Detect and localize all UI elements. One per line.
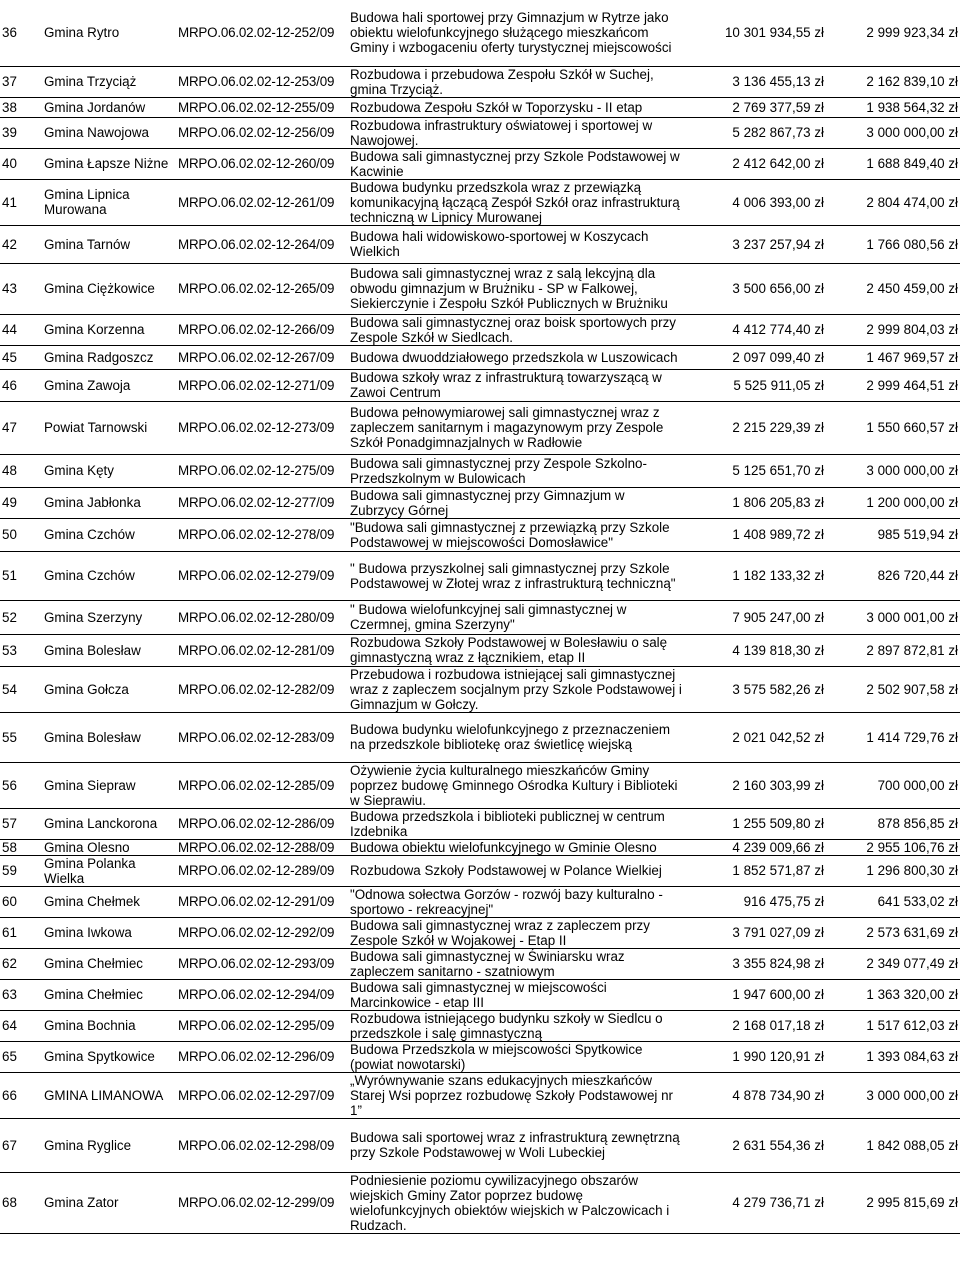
- table-row: [0, 225, 960, 263]
- table-row: [0, 917, 960, 948]
- municipality-name: Gmina Korzenna: [42, 314, 176, 345]
- municipality-name: Gmina Siepraw: [42, 762, 176, 808]
- application-number: MRPO.06.02.02-12-282/09: [176, 666, 348, 712]
- total-cost-value: 5 525 911,05 zł: [684, 369, 826, 401]
- application-number: MRPO.06.02.02-12-264/09: [176, 225, 348, 263]
- project-title: Rozbudowa istniejącego budynku szkoły w Siedlcu o przedszkole i salę gimnastyczną: [348, 1010, 684, 1041]
- municipality-name: Gmina Zator: [42, 1172, 176, 1233]
- total-cost-value: 3 575 582,26 zł: [684, 666, 826, 712]
- total-cost-value: 4 239 009,66 zł: [684, 839, 826, 855]
- municipality-name: Gmina Łapsze Niżne: [42, 148, 176, 179]
- municipality-name: Gmina Bochnia: [42, 1010, 176, 1041]
- municipality-name: Gmina Olesno: [42, 839, 176, 855]
- project-title: Budowa hali widowiskowo-sportowej w Koszycach Wielkich: [348, 225, 684, 263]
- total-cost-value: 3 136 455,13 zł: [684, 66, 826, 97]
- row-number: 56: [0, 762, 42, 808]
- co-financing-value: 2 999 464,51 zł: [826, 369, 960, 401]
- total-cost-value: 5 125 651,70 zł: [684, 454, 826, 487]
- co-financing-value: 1 550 660,57 zł: [826, 401, 960, 454]
- total-cost-value: 4 006 393,00 zł: [684, 179, 826, 225]
- total-cost-value: 3 791 027,09 zł: [684, 917, 826, 948]
- project-title: Budowa dwuoddziałowego przedszkola w Luszowicach: [348, 345, 684, 369]
- co-financing-value: 2 349 077,49 zł: [826, 948, 960, 979]
- municipality-name: Gmina Lipnica Murowana: [42, 179, 176, 225]
- application-number: MRPO.06.02.02-12-277/09: [176, 487, 348, 518]
- table-row: [0, 518, 960, 551]
- co-financing-value: 2 450 459,00 zł: [826, 263, 960, 314]
- application-number: MRPO.06.02.02-12-293/09: [176, 948, 348, 979]
- table-row: [0, 886, 960, 917]
- project-title: Budowa sali gimnastycznej w Świniarsku wraz zapleczem sanitarno - szatniowym: [348, 948, 684, 979]
- municipality-name: Gmina Ciężkowice: [42, 263, 176, 314]
- table-row: [0, 1010, 960, 1041]
- municipality-name: Gmina Chełmek: [42, 886, 176, 917]
- municipality-name: Gmina Szerzyny: [42, 600, 176, 634]
- row-number: 60: [0, 886, 42, 917]
- total-cost-value: 10 301 934,55 zł: [684, 0, 826, 66]
- municipality-name: Gmina Kęty: [42, 454, 176, 487]
- co-financing-value: 1 200 000,00 zł: [826, 487, 960, 518]
- municipality-name: Gmina Jordanów: [42, 97, 176, 117]
- table-row: [0, 600, 960, 634]
- total-cost-value: 3 355 824,98 zł: [684, 948, 826, 979]
- application-number: MRPO.06.02.02-12-267/09: [176, 345, 348, 369]
- row-number: 57: [0, 808, 42, 839]
- co-financing-value: 2 502 907,58 zł: [826, 666, 960, 712]
- table-row: [0, 948, 960, 979]
- co-financing-value: 2 804 474,00 zł: [826, 179, 960, 225]
- municipality-name: Gmina Rytro: [42, 0, 176, 66]
- row-number: 41: [0, 179, 42, 225]
- municipality-name: Gmina Radgoszcz: [42, 345, 176, 369]
- co-financing-value: 1 842 088,05 zł: [826, 1118, 960, 1172]
- application-number: MRPO.06.02.02-12-294/09: [176, 979, 348, 1010]
- project-title: Budowa sali gimnastycznej przy Gimnazjum w Zubrzycy Górnej: [348, 487, 684, 518]
- row-number: 65: [0, 1041, 42, 1072]
- table-row: [0, 487, 960, 518]
- municipality-name: Gmina Nawojowa: [42, 117, 176, 148]
- co-financing-value: 1 414 729,76 zł: [826, 712, 960, 762]
- application-number: MRPO.06.02.02-12-253/09: [176, 66, 348, 97]
- application-number: MRPO.06.02.02-12-252/09: [176, 0, 348, 66]
- table-row: [0, 401, 960, 454]
- application-number: MRPO.06.02.02-12-288/09: [176, 839, 348, 855]
- application-number: MRPO.06.02.02-12-279/09: [176, 551, 348, 600]
- total-cost-value: 1 806 205,83 zł: [684, 487, 826, 518]
- co-financing-value: 3 000 000,00 zł: [826, 117, 960, 148]
- row-number: 67: [0, 1118, 42, 1172]
- row-number: 49: [0, 487, 42, 518]
- co-financing-value: 2 573 631,69 zł: [826, 917, 960, 948]
- application-number: MRPO.06.02.02-12-265/09: [176, 263, 348, 314]
- total-cost-value: 1 947 600,00 zł: [684, 979, 826, 1010]
- table-row: [0, 1118, 960, 1172]
- table-row: [0, 263, 960, 314]
- application-number: MRPO.06.02.02-12-299/09: [176, 1172, 348, 1233]
- project-title: Budowa budynku wielofunkcyjnego z przeznaczeniem na przedszkole bibliotekę oraz świetlicę wiejską: [348, 712, 684, 762]
- table-row: [0, 369, 960, 401]
- row-number: 44: [0, 314, 42, 345]
- row-number: 43: [0, 263, 42, 314]
- table-row: [0, 0, 960, 66]
- municipality-name: Gmina Iwkowa: [42, 917, 176, 948]
- application-number: MRPO.06.02.02-12-266/09: [176, 314, 348, 345]
- row-number: 62: [0, 948, 42, 979]
- table-row: [0, 97, 960, 117]
- application-number: MRPO.06.02.02-12-289/09: [176, 855, 348, 886]
- row-number: 47: [0, 401, 42, 454]
- co-financing-value: 826 720,44 zł: [826, 551, 960, 600]
- project-title: Budowa budynku przedszkola wraz z przewiązką komunikacyjną łączącą Zespół Szkół oraz infrastrukturą techniczną w Lipnicy Murowanej: [348, 179, 684, 225]
- row-number: 64: [0, 1010, 42, 1041]
- row-number: 45: [0, 345, 42, 369]
- total-cost-value: 5 282 867,73 zł: [684, 117, 826, 148]
- project-title: „Wyrównywanie szans edukacyjnych mieszkańców Starej Wsi poprzez rozbudowę Szkoły Podstawowej nr 1”: [348, 1072, 684, 1118]
- table-row: [0, 179, 960, 225]
- application-number: MRPO.06.02.02-12-255/09: [176, 97, 348, 117]
- project-title: "Odnowa sołectwa Gorzów - rozwój bazy kulturalno - sportowo - rekreacyjnej": [348, 886, 684, 917]
- co-financing-value: 1 363 320,00 zł: [826, 979, 960, 1010]
- application-number: MRPO.06.02.02-12-275/09: [176, 454, 348, 487]
- project-title: Budowa sali gimnastycznej oraz boisk sportowych przy Zespole Szkół w Siedlcach.: [348, 314, 684, 345]
- application-number: MRPO.06.02.02-12-292/09: [176, 917, 348, 948]
- co-financing-value: 1 296 800,30 zł: [826, 855, 960, 886]
- table-row: [0, 454, 960, 487]
- row-number: 51: [0, 551, 42, 600]
- total-cost-value: 2 160 303,99 zł: [684, 762, 826, 808]
- total-cost-value: 3 500 656,00 zł: [684, 263, 826, 314]
- total-cost-value: 4 279 736,71 zł: [684, 1172, 826, 1233]
- co-financing-value: 2 999 804,03 zł: [826, 314, 960, 345]
- total-cost-value: 3 237 257,94 zł: [684, 225, 826, 263]
- co-financing-value: 1 688 849,40 zł: [826, 148, 960, 179]
- municipality-name: Gmina Chełmiec: [42, 948, 176, 979]
- co-financing-value: 1 393 084,63 zł: [826, 1041, 960, 1072]
- row-number: 39: [0, 117, 42, 148]
- project-title: Budowa sali gimnastycznej przy Szkole Podstawowej w Kacwinie: [348, 148, 684, 179]
- row-number: 48: [0, 454, 42, 487]
- application-number: MRPO.06.02.02-12-260/09: [176, 148, 348, 179]
- application-number: MRPO.06.02.02-12-291/09: [176, 886, 348, 917]
- total-cost-value: 2 412 642,00 zł: [684, 148, 826, 179]
- total-cost-value: 2 215 229,39 zł: [684, 401, 826, 454]
- table-row: [0, 1072, 960, 1118]
- table-row: [0, 634, 960, 666]
- project-title: Budowa Przedszkola w miejscowości Spytkowice (powiat nowotarski): [348, 1041, 684, 1072]
- municipality-name: Gmina Gołcza: [42, 666, 176, 712]
- application-number: MRPO.06.02.02-12-283/09: [176, 712, 348, 762]
- total-cost-value: 2 021 042,52 zł: [684, 712, 826, 762]
- row-number: 46: [0, 369, 42, 401]
- application-number: MRPO.06.02.02-12-273/09: [176, 401, 348, 454]
- application-number: MRPO.06.02.02-12-298/09: [176, 1118, 348, 1172]
- municipality-name: Gmina Zawoja: [42, 369, 176, 401]
- application-number: MRPO.06.02.02-12-286/09: [176, 808, 348, 839]
- table-row: [0, 117, 960, 148]
- municipality-name: Gmina Jabłonka: [42, 487, 176, 518]
- row-number: 50: [0, 518, 42, 551]
- project-title: Budowa sali gimnastycznej przy Zespole Szkolno-Przedszkolnym w Bulowicach: [348, 454, 684, 487]
- table-row: [0, 666, 960, 712]
- project-title: Rozbudowa infrastruktury oświatowej i sportowej w Nawojowej.: [348, 117, 684, 148]
- total-cost-value: 4 878 734,90 zł: [684, 1072, 826, 1118]
- municipality-name: GMINA LIMANOWA: [42, 1072, 176, 1118]
- co-financing-value: 2 995 815,69 zł: [826, 1172, 960, 1233]
- project-title: Ożywienie życia kulturalnego mieszkańców Gminy poprzez budowę Gminnego Ośrodka Kultury i Biblioteki w Sieprawiu.: [348, 762, 684, 808]
- application-number: MRPO.06.02.02-12-256/09: [176, 117, 348, 148]
- total-cost-value: 1 990 120,91 zł: [684, 1041, 826, 1072]
- project-title: Budowa sali gimnastycznej wraz z zapleczem przy Zespole Szkół w Wojakowej - Etap II: [348, 917, 684, 948]
- municipality-name: Gmina Lanckorona: [42, 808, 176, 839]
- project-title: Budowa sali sportowej wraz z infrastrukturą zewnętrzną przy Szkole Podstawowej w Woli Lubeckiej: [348, 1118, 684, 1172]
- table-row: [0, 345, 960, 369]
- project-title: Rozbudowa Szkoły Podstawowej w Polance Wielkiej: [348, 855, 684, 886]
- co-financing-value: 2 955 106,76 zł: [826, 839, 960, 855]
- application-number: MRPO.06.02.02-12-278/09: [176, 518, 348, 551]
- co-financing-value: 700 000,00 zł: [826, 762, 960, 808]
- table-row: [0, 1041, 960, 1072]
- total-cost-value: 2 631 554,36 zł: [684, 1118, 826, 1172]
- table-row: [0, 712, 960, 762]
- table-row: [0, 808, 960, 839]
- table-row: [0, 1172, 960, 1233]
- project-title: Budowa obiektu wielofunkcyjnego w Gminie Olesno: [348, 839, 684, 855]
- municipality-name: Gmina Tarnów: [42, 225, 176, 263]
- table-row: [0, 979, 960, 1010]
- application-number: MRPO.06.02.02-12-280/09: [176, 600, 348, 634]
- table-row: [0, 66, 960, 97]
- co-financing-value: 3 000 001,00 zł: [826, 600, 960, 634]
- project-title: Budowa pełnowymiarowej sali gimnastycznej wraz z zapleczem sanitarnym i magazynowym przy Zespole Szkół Ponadgimnazjalnych w Radłowie: [348, 401, 684, 454]
- total-cost-value: 1 182 133,32 zł: [684, 551, 826, 600]
- municipality-name: Gmina Polanka Wielka: [42, 855, 176, 886]
- co-financing-value: 878 856,85 zł: [826, 808, 960, 839]
- table-row: [0, 148, 960, 179]
- co-financing-value: 1 938 564,32 zł: [826, 97, 960, 117]
- municipality-name: Powiat Tarnowski: [42, 401, 176, 454]
- row-number: 58: [0, 839, 42, 855]
- municipality-name: Gmina Trzyciąż: [42, 66, 176, 97]
- row-number: 68: [0, 1172, 42, 1233]
- row-number: 66: [0, 1072, 42, 1118]
- project-title: Rozbudowa Szkoły Podstawowej w Bolesławiu o salę gimnastyczną wraz z łącznikiem, etap II: [348, 634, 684, 666]
- municipality-name: Gmina Spytkowice: [42, 1041, 176, 1072]
- project-title: Podniesienie poziomu cywilizacyjnego obszarów wiejskich Gminy Zator poprzez budowę wielofunkcyjnych obiektów wiejskich w Palczowicach i Rudzach.: [348, 1172, 684, 1233]
- total-cost-value: 1 852 571,87 zł: [684, 855, 826, 886]
- total-cost-value: 1 255 509,80 zł: [684, 808, 826, 839]
- table-row: [0, 762, 960, 808]
- co-financing-value: 2 162 839,10 zł: [826, 66, 960, 97]
- table-row: [0, 314, 960, 345]
- project-title: Budowa przedszkola i biblioteki publicznej w centrum Izdebnika: [348, 808, 684, 839]
- application-number: MRPO.06.02.02-12-297/09: [176, 1072, 348, 1118]
- application-number: MRPO.06.02.02-12-296/09: [176, 1041, 348, 1072]
- project-title: Rozbudowa Zespołu Szkół w Toporzysku - II etap: [348, 97, 684, 117]
- co-financing-value: 2 999 923,34 zł: [826, 0, 960, 66]
- co-financing-value: 1 517 612,03 zł: [826, 1010, 960, 1041]
- municipality-name: Gmina Chełmiec: [42, 979, 176, 1010]
- total-cost-value: 7 905 247,00 zł: [684, 600, 826, 634]
- project-title: Budowa sali gimnastycznej wraz z salą lekcyjną dla obwodu gimnazjum w Brużniku - SP w Falkowej, Siekierczynie i Zespołu Szkół Publicznych w Brużniku: [348, 263, 684, 314]
- municipality-name: Gmina Bolesław: [42, 712, 176, 762]
- application-number: MRPO.06.02.02-12-281/09: [176, 634, 348, 666]
- municipality-name: Gmina Ryglice: [42, 1118, 176, 1172]
- application-number: MRPO.06.02.02-12-271/09: [176, 369, 348, 401]
- municipality-name: Gmina Czchów: [42, 518, 176, 551]
- co-financing-value: 3 000 000,00 zł: [826, 1072, 960, 1118]
- co-financing-value: 3 000 000,00 zł: [826, 454, 960, 487]
- co-financing-value: 985 519,94 zł: [826, 518, 960, 551]
- project-title: Budowa hali sportowej przy Gimnazjum w Rytrze jako obiektu wielofunkcyjnego służącego mieszkańcom Gminy i wzbogaceniu oferty turystycznej miejscowości: [348, 0, 684, 66]
- table-row: [0, 855, 960, 886]
- total-cost-value: 916 475,75 zł: [684, 886, 826, 917]
- project-title: "Budowa sali gimnastycznej z przewiązką przy Szkole Podstawowej w miejscowości Domosławice": [348, 518, 684, 551]
- total-cost-value: 2 168 017,18 zł: [684, 1010, 826, 1041]
- row-number: 63: [0, 979, 42, 1010]
- project-title: Budowa sali gimnastycznej w miejscowości Marcinkowice - etap III: [348, 979, 684, 1010]
- row-number: 61: [0, 917, 42, 948]
- row-number: 52: [0, 600, 42, 634]
- application-number: MRPO.06.02.02-12-285/09: [176, 762, 348, 808]
- co-financing-value: 2 897 872,81 zł: [826, 634, 960, 666]
- row-number: 36: [0, 0, 42, 66]
- co-financing-value: 641 533,02 zł: [826, 886, 960, 917]
- row-number: 54: [0, 666, 42, 712]
- row-number: 59: [0, 855, 42, 886]
- project-title: Przebudowa i rozbudowa istniejącej sali gimnastycznej wraz z zapleczem socjalnym przy Szkole Podstawowej i Gimnazjum w Gołczy.: [348, 666, 684, 712]
- row-number: 40: [0, 148, 42, 179]
- municipality-name: Gmina Czchów: [42, 551, 176, 600]
- row-number: 37: [0, 66, 42, 97]
- project-title: " Budowa przyszkolnej sali gimnastycznej przy Szkole Podstawowej w Złotej wraz z infrastrukturą techniczną": [348, 551, 684, 600]
- project-title: Rozbudowa i przebudowa Zespołu Szkół w Suchej, gmina Trzyciąż.: [348, 66, 684, 97]
- table-row: [0, 839, 960, 855]
- co-financing-value: 1 766 080,56 zł: [826, 225, 960, 263]
- application-number: MRPO.06.02.02-12-261/09: [176, 179, 348, 225]
- row-number: 53: [0, 634, 42, 666]
- total-cost-value: 2 097 099,40 zł: [684, 345, 826, 369]
- co-financing-value: 1 467 969,57 zł: [826, 345, 960, 369]
- application-number: MRPO.06.02.02-12-295/09: [176, 1010, 348, 1041]
- row-number: 38: [0, 97, 42, 117]
- total-cost-value: 4 139 818,30 zł: [684, 634, 826, 666]
- row-number: 55: [0, 712, 42, 762]
- municipality-name: Gmina Bolesław: [42, 634, 176, 666]
- row-number: 42: [0, 225, 42, 263]
- total-cost-value: 1 408 989,72 zł: [684, 518, 826, 551]
- project-title: Budowa szkoły wraz z infrastrukturą towarzyszącą w Zawoi Centrum: [348, 369, 684, 401]
- project-title: " Budowa wielofunkcyjnej sali gimnastycznej w Czermnej, gmina Szerzyny": [348, 600, 684, 634]
- table-row: [0, 551, 960, 600]
- total-cost-value: 2 769 377,59 zł: [684, 97, 826, 117]
- total-cost-value: 4 412 774,40 zł: [684, 314, 826, 345]
